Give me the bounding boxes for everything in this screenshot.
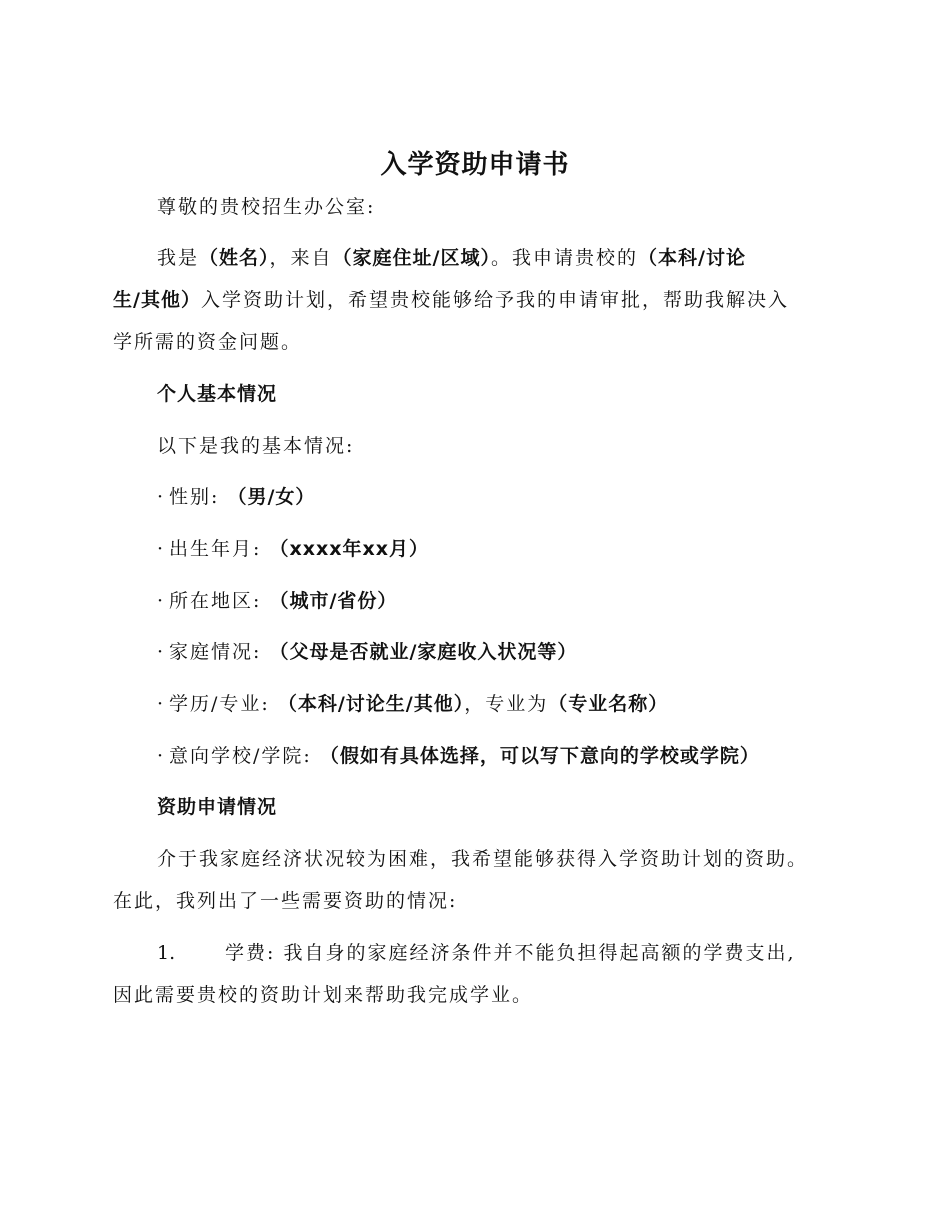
list-item-gender	[157, 482, 833, 512]
item-value: （父母是否就业/家庭收入状况等）	[269, 641, 578, 663]
bullet: ·	[157, 538, 166, 560]
aid-paragraph-line-2: 在此，我列出了一些需要资助的情况:	[113, 890, 458, 912]
document-title: 入学资助申请书	[380, 150, 570, 180]
item-value: （假如有具体选择，可以写下意向的学校或学院）	[319, 745, 760, 767]
list-item-region	[157, 586, 833, 616]
degree-placeholder-end: 生/其他）	[113, 289, 201, 311]
section-heading-aid: 资助申请情况	[157, 796, 278, 818]
item-label: 出生年月:	[169, 538, 270, 560]
item-label: 意向学校/学院:	[169, 745, 320, 767]
bullet: ·	[157, 641, 166, 663]
numbered-item-1-cont: 因此需要贵校的资助计划来帮助我完成学业。	[113, 984, 534, 1006]
item-value: （男/女）	[227, 486, 316, 508]
item-label: 家庭情况:	[169, 641, 270, 663]
list-item-birth	[157, 534, 833, 564]
name-placeholder: （姓名）	[199, 247, 270, 269]
item-text: ，专业为	[464, 693, 549, 715]
list-item-school	[157, 741, 833, 771]
intro-line-2	[113, 285, 833, 315]
list-item-family	[157, 637, 833, 667]
item-label: 学历/专业:	[169, 693, 278, 715]
intro-text: 入学资助计划，希望贵校能够给予我的申请审批，帮助我解决入	[200, 289, 789, 311]
list-item-education	[157, 689, 833, 719]
intro-text: 。我申请贵校的	[491, 247, 639, 269]
item-value: （专业名称）	[548, 693, 669, 715]
intro-line-1	[157, 243, 833, 273]
address-placeholder: （家庭住址/区域）	[332, 247, 491, 269]
item-number: 1.	[157, 942, 176, 964]
intro-text: 我是	[157, 247, 200, 269]
bullet: ·	[157, 590, 166, 612]
bullet: ·	[157, 745, 166, 767]
section-heading-basic-info: 个人基本情况	[157, 383, 278, 405]
aid-paragraph-line-1: 介于我家庭经济状况较为困难，我希望能够获得入学资助计划的资助。	[157, 848, 809, 870]
item-label: 性别:	[169, 486, 228, 508]
intro-line-3: 学所需的资金问题。	[113, 331, 303, 353]
item-value: （本科/讨论生/其他）	[277, 693, 465, 715]
degree-placeholder-start: （本科/讨论	[638, 247, 746, 269]
item-value: （城市/省份）	[269, 590, 398, 612]
intro-text: ，来自	[269, 247, 333, 269]
item-text: 学费: 我自身的家庭经济条件并不能负担得起高额的学费支出,	[225, 942, 796, 964]
basic-info-lead: 以下是我的基本情况:	[157, 435, 355, 457]
salutation: 尊敬的贵校招生办公室:	[157, 196, 376, 218]
numbered-item-1	[157, 938, 833, 968]
bullet: ·	[157, 486, 166, 508]
item-value: （xxxx年xx月）	[269, 538, 429, 560]
item-label: 所在地区:	[169, 590, 270, 612]
bullet: ·	[157, 693, 166, 715]
